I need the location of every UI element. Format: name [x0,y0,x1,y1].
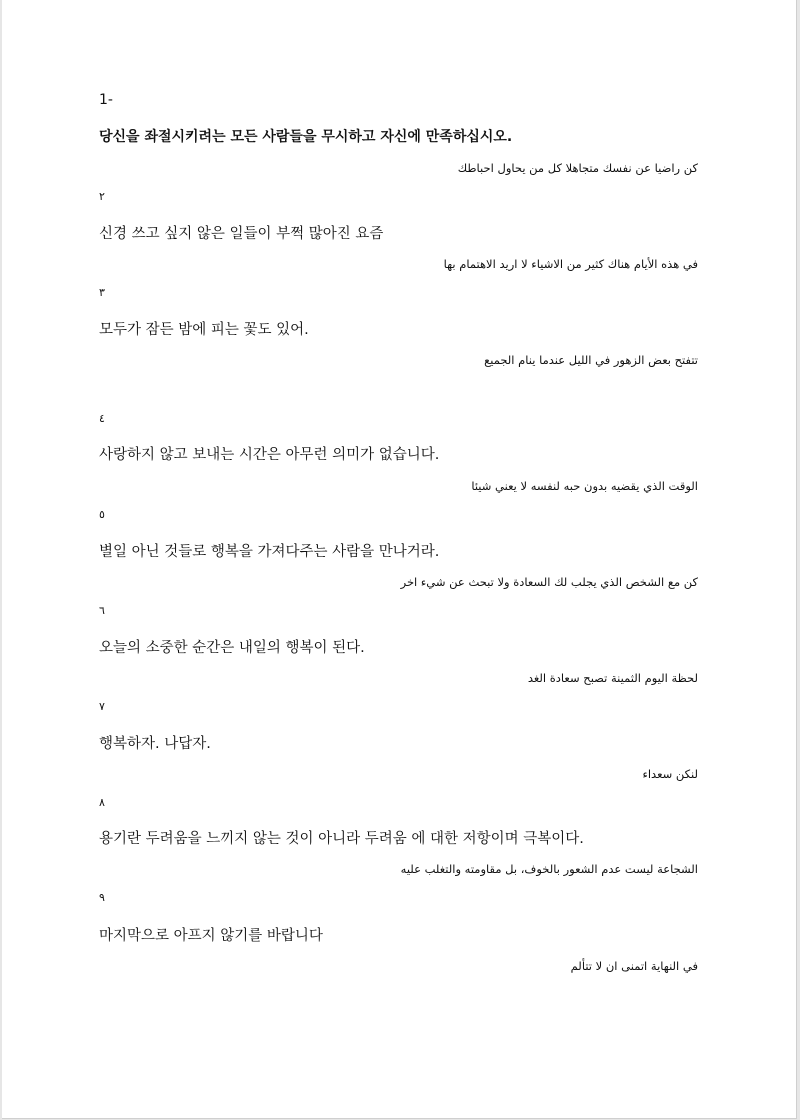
arabic-translation: لحظة اليوم الثمينة تصبح سعادة الغد [527,671,698,685]
korean-sentence: 신경 쓰고 싶지 않은 일들이 부쩍 많아진 요즘 [99,226,384,242]
arabic-translation: لنكن سعداء [642,767,698,781]
arabic-translation: كن مع الشخص الذي يجلب لك السعادة ولا تبحث عن شيء اخر [400,575,698,589]
arabic-translation: تتفتح بعض الزهور في الليل عندما ينام الجميع [484,353,698,367]
entry-number: ٧ [99,700,105,713]
entry-number: ٣ [99,286,105,299]
arabic-translation: في هذه الأيام هناك كثير من الاشياء لا اريد الاهتمام بها [443,257,698,271]
entry-number: ٥ [99,508,105,521]
arabic-translation: الوقت الذي يقضيه بدون حبه لنفسه لا يعني شيئا [471,479,698,493]
arabic-translation: كن راضيا عن نفسك متجاهلا كل من يحاول احباطك [457,161,698,175]
korean-sentence: 오늘의 소중한 순간은 내일의 행복이 된다. [99,640,365,656]
entry-number: ٨ [99,796,105,809]
korean-sentence: 모두가 잠든 밤에 피는 꽃도 있어. [99,322,309,338]
entry-number: ٦ [99,604,105,617]
korean-sentence: 별일 아닌 것들로 행복을 가져다주는 사람을 만나거라. [99,544,440,560]
arabic-translation: الشجاعة ليست عدم الشعور بالخوف، بل مقاومته والتغلب عليه [400,862,698,876]
korean-sentence: 용기란 두려움을 느끼지 않는 것이 아니라 두려움 에 대한 저항이며 극복이다. [99,831,584,847]
entry-number: 1- [99,92,113,108]
korean-sentence: 행복하자. 나답자. [99,736,211,752]
korean-sentence: 사랑하지 않고 보내는 시간은 아무런 의미가 없습니다. [99,447,440,463]
arabic-translation: في النهاية اتمنى ان لا تتألم [570,959,698,973]
document-page [2,0,797,1119]
entry-number: ٢ [99,190,105,203]
korean-sentence: 당신을 좌절시키려는 모든 사람들을 무시하고 자신에 만족하십시오. [99,129,513,145]
entry-number: ٩ [99,891,105,904]
korean-sentence: 마지막으로 아프지 않기를 바랍니다 [99,928,323,944]
entry-number: ٤ [99,412,105,425]
